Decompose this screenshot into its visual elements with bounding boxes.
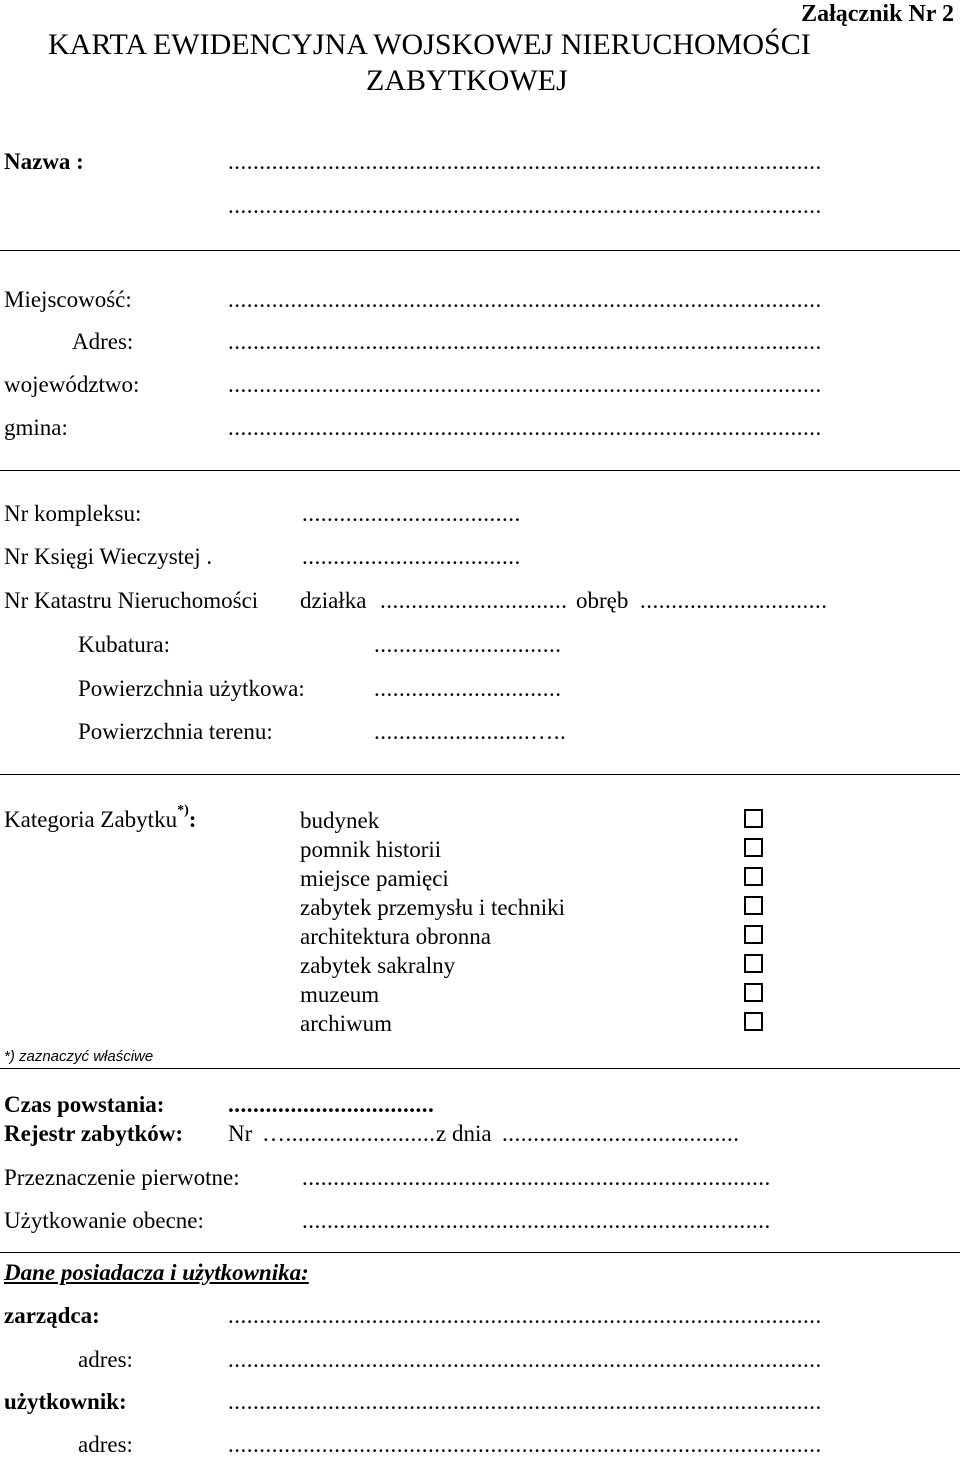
- name-field-line2[interactable]: ...............................................................................................: [228, 193, 822, 218]
- pow-uzytkowa-field[interactable]: ..............................: [374, 676, 562, 701]
- obreb-label: obręb: [576, 588, 629, 613]
- przeznaczenie-label: Przeznaczenie pierwotne:: [4, 1165, 240, 1190]
- kubatura-field[interactable]: ..............................: [374, 632, 562, 657]
- gmina-label: gmina:: [4, 415, 68, 440]
- adres-field[interactable]: ...............................................................................................: [228, 329, 822, 354]
- category-checkbox-zabytek-przemyslu[interactable]: [744, 896, 763, 915]
- uzytkownik-adres-field[interactable]: ...............................................................................................: [228, 1432, 822, 1457]
- category-checkbox-architektura-obronna[interactable]: [744, 925, 763, 944]
- miejscowosc-field[interactable]: ...............................................................................................: [228, 287, 822, 312]
- name-field-line1[interactable]: ...............................................................................................: [228, 149, 822, 174]
- rejestr-label: Rejestr zabytków:: [4, 1121, 184, 1146]
- uzytkownik-field[interactable]: ...............................................................................................: [228, 1389, 822, 1414]
- section-title-owner: Dane posiadacza i użytkownika:: [4, 1260, 309, 1285]
- kompleks-label: Nr kompleksu:: [4, 501, 142, 526]
- zarzadca-adres-label: adres:: [78, 1347, 133, 1372]
- rejestr-nr-field[interactable]: ….........................: [262, 1121, 442, 1146]
- category-item-label: archiwum: [300, 1011, 392, 1036]
- pow-terenu-label: Powierzchnia terenu:: [78, 719, 273, 744]
- category-item-label: zabytek przemysłu i techniki: [300, 895, 566, 920]
- czas-field[interactable]: .................................: [228, 1092, 435, 1117]
- divider: [0, 1068, 960, 1069]
- form-title-line2: ZABYTKOWEJ: [366, 64, 568, 97]
- ksiega-label: Nr Księgi Wieczystej .: [4, 544, 213, 569]
- uzytkownik-adres-label: adres:: [78, 1432, 133, 1457]
- pow-uzytkowa-label: Powierzchnia użytkowa:: [78, 676, 305, 701]
- kategoria-label: Kategoria Zabytku*):: [4, 803, 197, 832]
- zarzadca-field[interactable]: ...............................................................................................: [228, 1303, 822, 1328]
- zarzadca-label: zarządca:: [4, 1303, 100, 1328]
- rejestr-z-dnia-label: z dnia: [436, 1121, 492, 1146]
- divider: [0, 470, 960, 471]
- obreb-field[interactable]: ..............................: [640, 588, 828, 613]
- uzytkownik-label: użytkownik:: [4, 1389, 127, 1414]
- pow-terenu-field[interactable]: .........................…..: [374, 719, 567, 744]
- kubatura-label: Kubatura:: [78, 632, 170, 657]
- footnote-marker: *): [177, 803, 189, 818]
- category-checkbox-budynek[interactable]: [744, 809, 763, 828]
- uzytkowanie-field[interactable]: ...........................................................................: [302, 1208, 771, 1233]
- form-title-line1: KARTA EWIDENCYJNA WOJSKOWEJ NIERUCHOMOŚCI: [48, 28, 811, 61]
- category-checkbox-miejsce-pamieci[interactable]: [744, 867, 763, 886]
- divider: [0, 1252, 960, 1253]
- category-item-label: budynek: [300, 808, 380, 833]
- wojewodztwo-label: województwo:: [4, 372, 140, 397]
- miejscowosc-label: Miejscowość:: [4, 287, 132, 312]
- rejestr-nr-label: Nr: [228, 1121, 253, 1146]
- category-item-label: miejsce pamięci: [300, 866, 449, 891]
- wojewodztwo-field[interactable]: ...............................................................................................: [228, 372, 822, 397]
- name-label: Nazwa :: [4, 149, 84, 174]
- attachment-label: Załącznik Nr 2: [801, 1, 954, 27]
- dzialka-field[interactable]: ..............................: [380, 588, 568, 613]
- category-checkbox-pomnik-historii[interactable]: [744, 838, 763, 857]
- czas-label: Czas powstania:: [4, 1092, 165, 1117]
- category-checkbox-muzeum[interactable]: [744, 983, 763, 1002]
- katastr-label: Nr Katastru Nieruchomości: [4, 588, 259, 613]
- category-checkbox-archiwum[interactable]: [744, 1012, 763, 1031]
- przeznaczenie-field[interactable]: ...........................................................................: [302, 1165, 771, 1190]
- rejestr-z-dnia-field[interactable]: ......................................: [502, 1121, 740, 1146]
- dzialka-label: działka: [300, 588, 367, 613]
- divider: [0, 774, 960, 775]
- zarzadca-adres-field[interactable]: ...............................................................................................: [228, 1347, 822, 1372]
- uzytkowanie-label: Użytkowanie obecne:: [4, 1208, 204, 1233]
- ksiega-field[interactable]: ...................................: [302, 544, 521, 569]
- kompleks-field[interactable]: ...................................: [302, 501, 521, 526]
- adres-label: Adres:: [72, 329, 134, 354]
- category-item-label: muzeum: [300, 982, 380, 1007]
- divider: [0, 250, 960, 251]
- category-item-label: zabytek sakralny: [300, 953, 456, 978]
- category-item-label: pomnik historii: [300, 837, 442, 862]
- gmina-field[interactable]: ...............................................................................................: [228, 415, 822, 440]
- category-item-label: architektura obronna: [300, 924, 491, 949]
- footnote: *) zaznaczyć właściwe: [4, 1048, 154, 1065]
- category-checkbox-zabytek-sakralny[interactable]: [744, 954, 763, 973]
